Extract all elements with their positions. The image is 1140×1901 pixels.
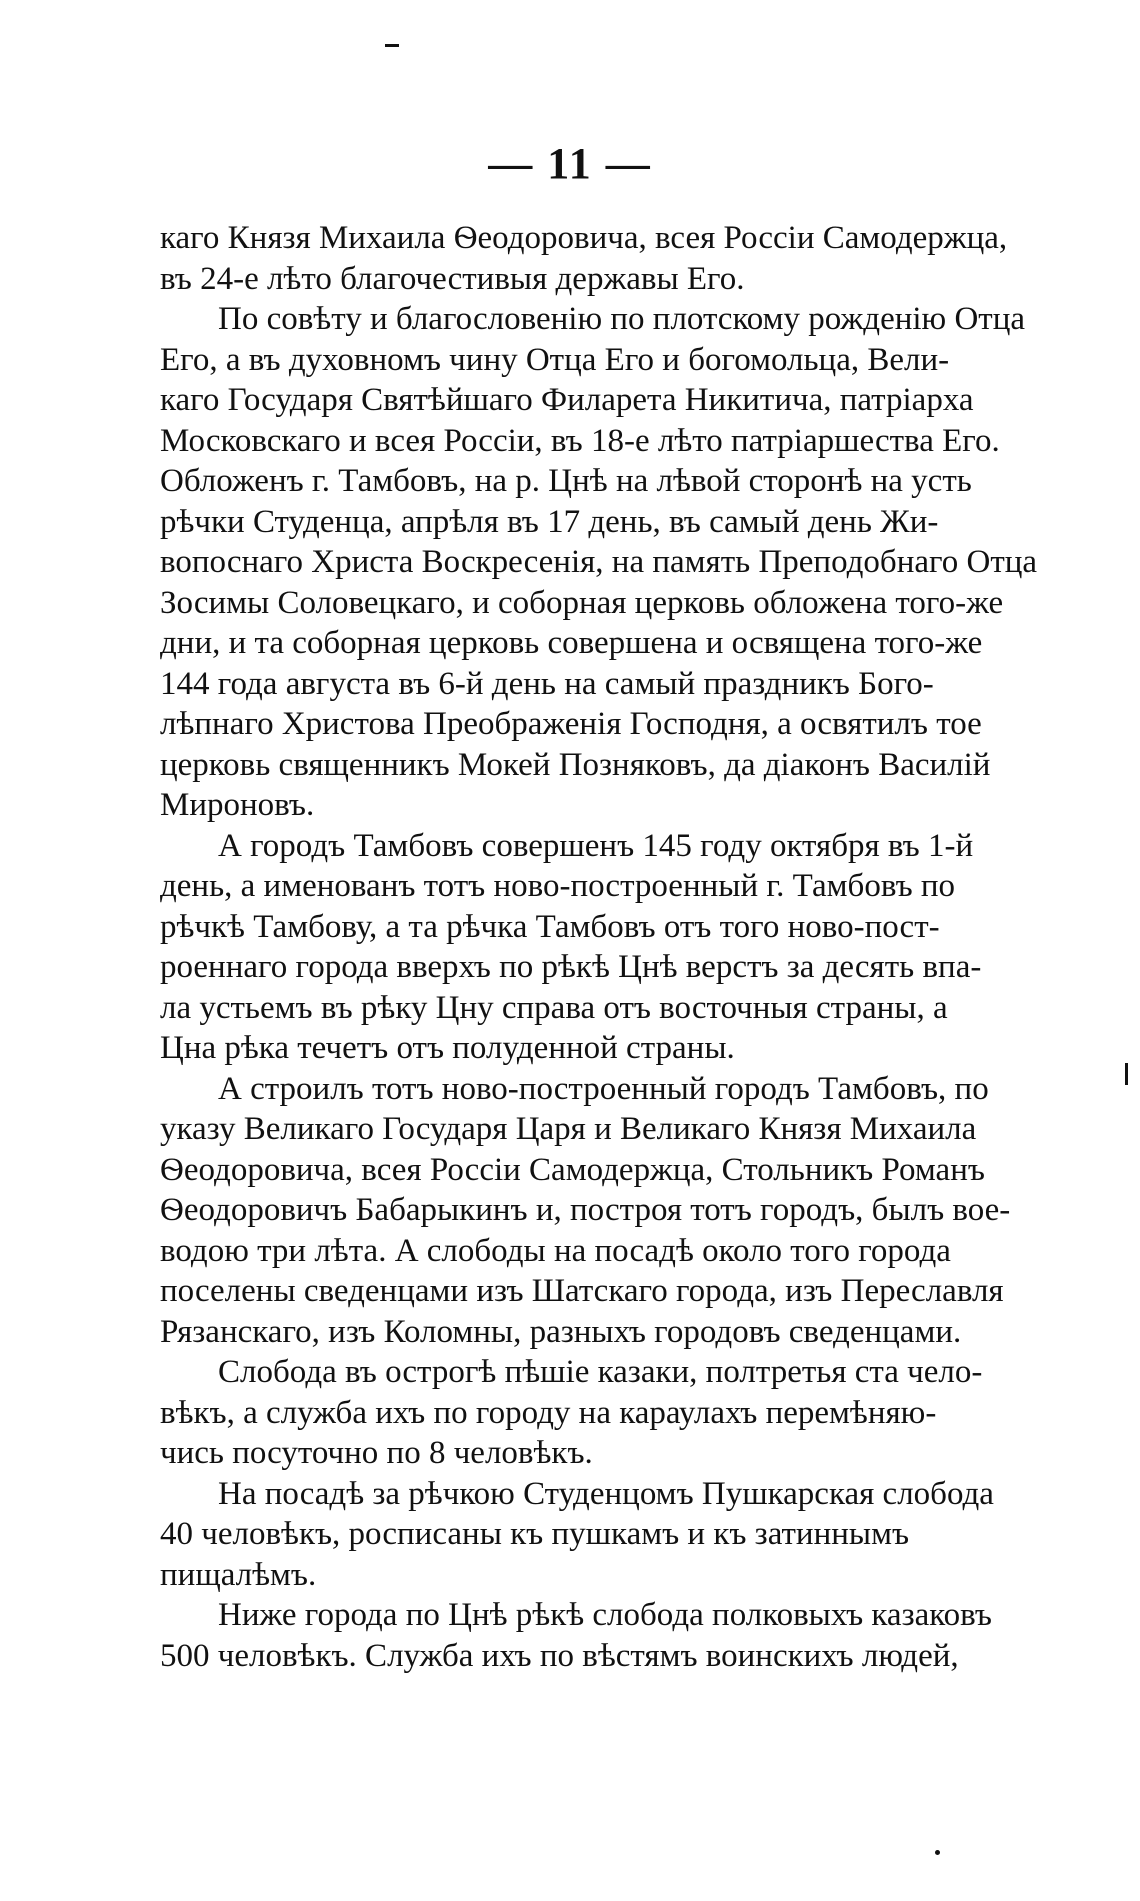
paragraph-start-line: На посадѣ за рѣчкою Студенцомъ Пушкарская слобода bbox=[218, 1475, 994, 1512]
text-line: Московскаго и всея Россіи, въ 18-е лѣто патріаршества Его. bbox=[160, 422, 1000, 459]
text-line: рѣчкѣ Тамбову, а та рѣчка Тамбовъ отъ того ново-пост- bbox=[160, 908, 940, 945]
text-line: водою три лѣта. А слободы на посадѣ около того города bbox=[160, 1232, 951, 1269]
paragraph-start-line: А городъ Тамбовъ совершенъ 145 году октября въ 1-й bbox=[218, 827, 974, 864]
paragraph-start-line: По совѣту и благословенію по плотскому рожденію Отца bbox=[218, 301, 1026, 337]
text-line: Зосимы Соловецкаго, и соборная церковь обложена того-же bbox=[160, 584, 1004, 621]
text-line: въ 24-е лѣто благочестивыя державы Его. bbox=[160, 260, 745, 297]
text-line: дни, и та соборная церковь совершена и освящена того-же bbox=[160, 625, 983, 661]
text-line: Ѳеодоровичъ Бабарыкинъ и, построя тотъ городъ, былъ вое- bbox=[160, 1192, 1011, 1228]
page-number: — 11 — bbox=[488, 139, 652, 188]
text-line: вопоснаго Христа Воскресенія, на память Преподобнаго Отца bbox=[160, 544, 1038, 580]
text-line: церковь священникъ Мокей Позняковъ, да діаконъ Василій bbox=[160, 746, 991, 783]
body-text bbox=[160, 218, 1038, 1676]
text-line: Рязанскаго, изъ Коломны, разныхъ городовъ сведенцами. bbox=[160, 1313, 962, 1350]
paragraph-start-line: Слобода въ острогѣ пѣшіе казаки, полтретья ста чело- bbox=[218, 1354, 983, 1390]
text-line: Обложенъ г. Тамбовъ, на р. Цнѣ на лѣвой сторонѣ на усть bbox=[160, 463, 972, 499]
text-line: ла устьемъ въ рѣку Цну справа отъ восточныя страны, а bbox=[160, 989, 948, 1026]
margin-mark bbox=[1125, 1063, 1128, 1085]
text-line: пищалѣмъ. bbox=[160, 1556, 317, 1593]
text-line: чись посуточно по 8 человѣкъ. bbox=[160, 1435, 593, 1471]
paragraph-start-line: А строилъ тотъ ново-построенный городъ Тамбовъ, по bbox=[218, 1070, 989, 1107]
text-line: рѣчки Студенца, апрѣля въ 17 день, въ самый день Жи- bbox=[160, 503, 939, 540]
text-line: Цна рѣка течетъ отъ полуденной страны. bbox=[160, 1030, 735, 1066]
text-line: 40 человѣкъ, росписаны къ пушкамъ и къ затиннымъ bbox=[160, 1516, 910, 1552]
paragraph-start-line: Ниже города по Цнѣ рѣкѣ слобода полковыхъ казаковъ bbox=[218, 1597, 992, 1633]
text-line: каго Князя Михаила Ѳеодоровича, всея Россіи Самодержца, bbox=[160, 220, 1008, 256]
text-line: 144 года августа въ 6-й день на самый праздникъ Бого- bbox=[160, 665, 934, 702]
text-line: день, а именованъ тотъ ново-построенный г. Тамбовъ по bbox=[160, 868, 956, 904]
text-line: Мироновъ. bbox=[160, 787, 315, 823]
text-line: каго Государя Святѣйшаго Филарета Никитича, патріарха bbox=[160, 382, 974, 418]
print-speck bbox=[385, 44, 399, 47]
text-line: Ѳеодоровича, всея Россіи Самодержца, Стольникъ Романъ bbox=[160, 1151, 985, 1188]
text-line: указу Великаго Государя Царя и Великаго Князя Михаила bbox=[160, 1111, 977, 1147]
text-line: роеннаго города вверхъ по рѣкѣ Цнѣ верстъ за десять впа- bbox=[160, 949, 982, 985]
text-line: Его, а въ духовномъ чину Отца Его и богомольца, Вели- bbox=[160, 341, 950, 378]
text-line: вѣкъ, а служба ихъ по городу на караулахъ перемѣняю- bbox=[160, 1394, 937, 1431]
text-line: 500 человѣкъ. Служба ихъ по вѣстямъ воинскихъ людей, bbox=[160, 1637, 959, 1674]
text-line: поселены сведенцами изъ Шатскаго города, изъ Переславля bbox=[160, 1273, 1004, 1309]
text-line: лѣпнаго Христова Преображенія Господня, а освятилъ тое bbox=[160, 706, 982, 742]
print-speck bbox=[935, 1850, 940, 1855]
